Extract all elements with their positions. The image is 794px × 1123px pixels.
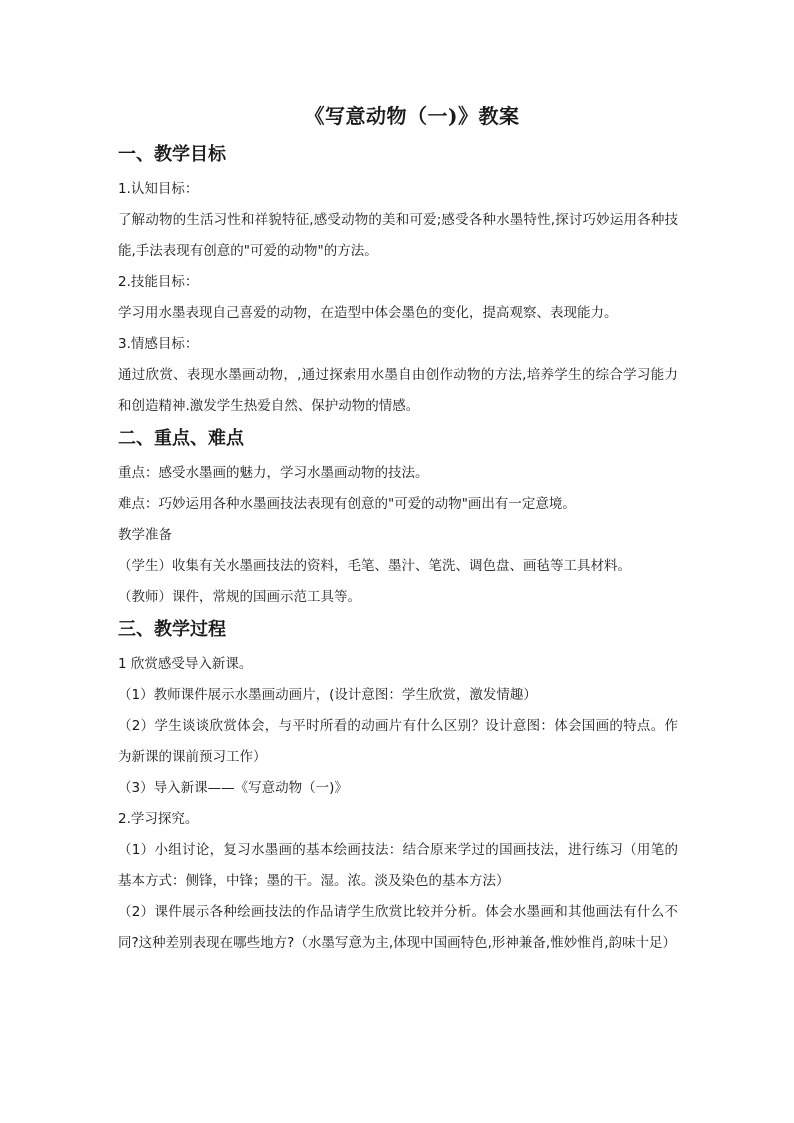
section-teaching-goals	[118, 142, 678, 422]
paragraph: （1）教师课件展示水墨画动画片，(设计意图：学生欣赏，激发情趣）	[118, 687, 537, 703]
paragraph: （3）导入新课——《写意动物（一)》	[118, 780, 348, 796]
paragraph: 学习用水墨表现自己喜爱的动物，在造型中体会墨色的变化，提高观察、表现能力。	[118, 305, 618, 321]
paragraph: 1 欣赏感受导入新课。	[118, 656, 253, 672]
paragraph: （2）课件展示各种绘画技法的作品请学生欣赏比较并分析。体会水墨画和其他画法有什么不同?这种差别表现在哪些地方?（水墨写意为主,体现中国画特色,形神兼备,惟妙惟肖,韵味十足）	[118, 904, 678, 951]
paragraph: （学生）收集有关水墨画技法的资料，毛笔、墨汁、笔洗、调色盘、画毡等工具材料。	[118, 558, 631, 574]
document-title: 《写意动物（一)》教案	[304, 104, 520, 128]
paragraph: 重点：感受水墨画的魅力，学习水墨画动物的技法。	[118, 465, 429, 481]
section-heading: 一、教学目标	[118, 144, 226, 165]
paragraph: 2.技能目标：	[118, 274, 199, 290]
section-heading: 三、教学过程	[118, 619, 226, 640]
paragraph: 1.认知目标：	[118, 181, 199, 197]
paragraph: 了解动物的生活习性和祥貌特征,感受动物的美和可爱;感受各种水墨特性,探讨巧妙运用各种技能,手法表现有创意的"可爱的动物"的方法。	[118, 212, 678, 259]
paragraph: 2.学习探究。	[118, 811, 199, 827]
paragraph: （教师）课件，常规的国画示范工具等。	[118, 589, 361, 605]
document-page	[118, 96, 678, 963]
paragraph: 难点：巧妙运用各种水墨画技法表现有创意的"可爱的动物"画出有一定意境。	[118, 496, 576, 512]
section-key-points	[118, 426, 678, 613]
paragraph: 3.情感目标：	[118, 336, 199, 352]
paragraph: （2）学生谈谈欣赏体会，与平时所看的动画片有什么区别？设计意图：体会国画的特点。作为新课的课前预习工作）	[118, 718, 678, 765]
section-heading: 二、重点、难点	[118, 428, 244, 449]
paragraph: （1）小组讨论，复习水墨画的基本绘画技法：结合原来学过的国画技法，进行练习（用笔的基本方式：侧锋，中锋；墨的干。湿。浓。淡及染色的基本方法）	[118, 842, 678, 889]
section-teaching-process	[118, 617, 678, 959]
paragraph: 教学准备	[118, 527, 172, 543]
paragraph: 通过欣赏、表现水墨画动物，,通过探索用水墨自由创作动物的方法,培养学生的综合学习能力和创造精神.激发学生热爱自然、保护动物的情感。	[118, 367, 678, 414]
